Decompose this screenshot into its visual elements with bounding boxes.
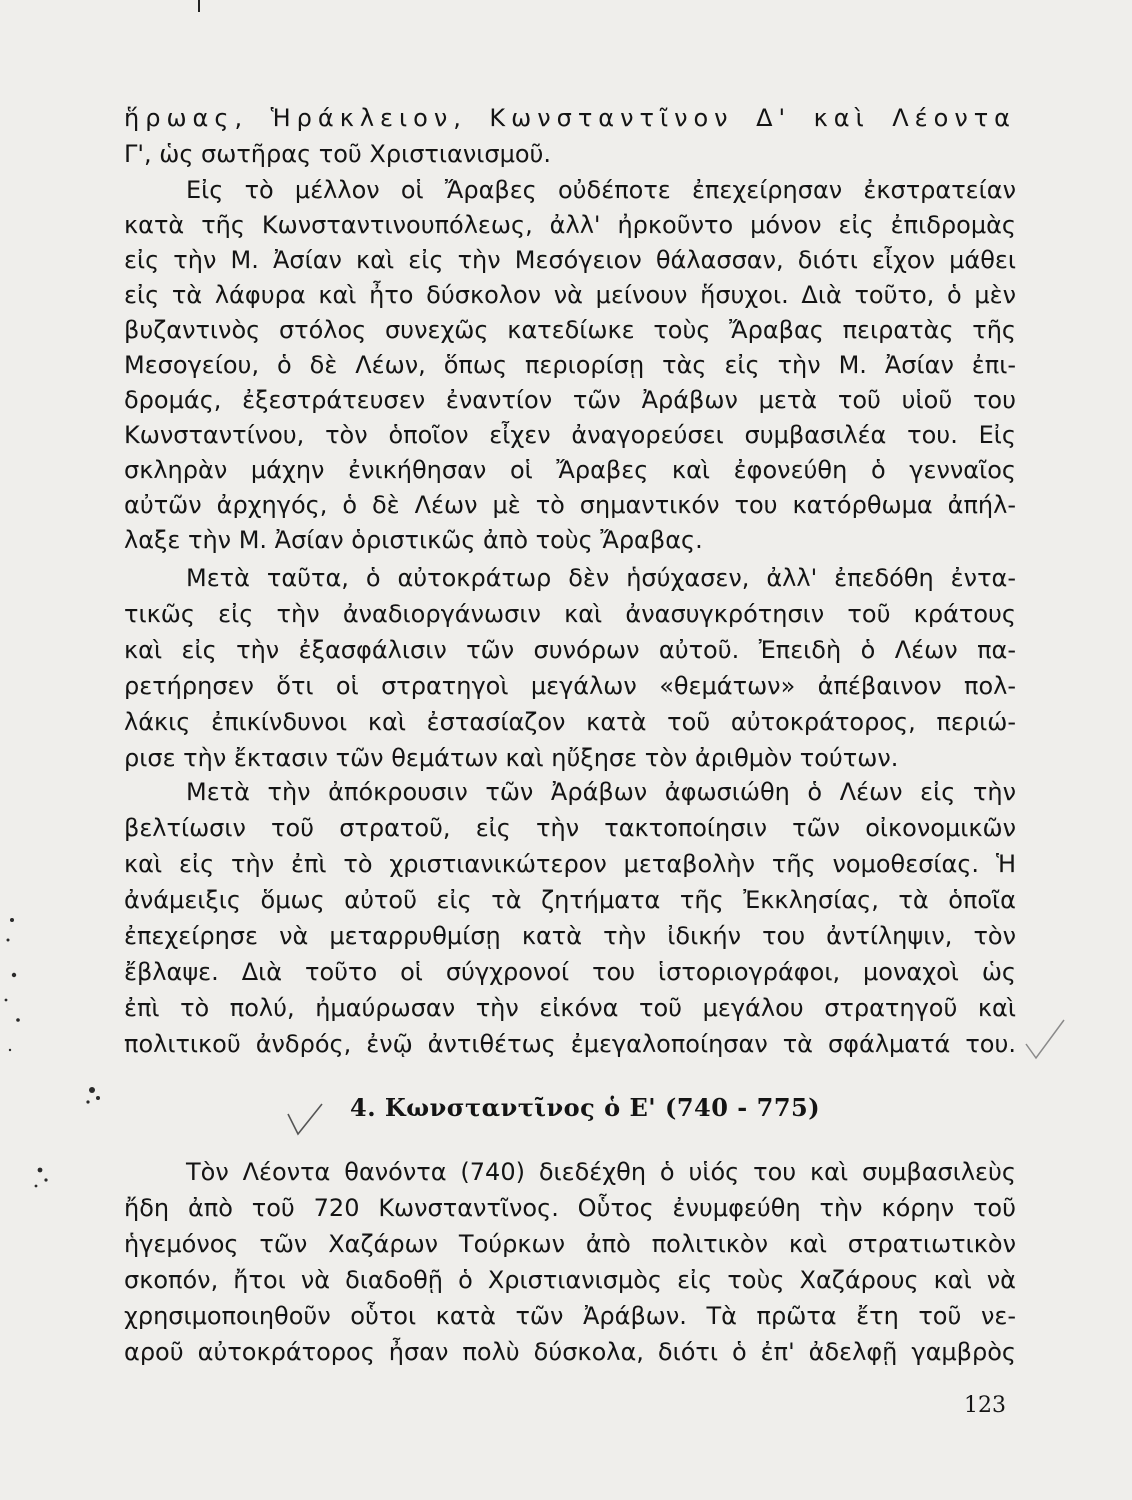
text-line: λάκις ἐπικίνδυνοι καὶ ἐστασίαζον κατὰ τοῦ αὐτοκράτορος, περιώ-: [124, 708, 1016, 736]
text-line: ρισε τὴν ἔκτασιν τῶν θεμάτων καὶ ηὔξησε τὸν ἀριθμὸν τούτων.: [124, 744, 899, 772]
text-line: αροῦ αὐτοκράτορος ἦσαν πολὺ δύσκολα, διότι ὁ ἐπ' ἀδελφῇ γαμβρὸς: [124, 1338, 1016, 1366]
text-line: Μεσογείου, ὁ δὲ Λέων, ὅπως περιορίσῃ τὰς εἰς τὴν Μ. Ἀσίαν ἐπι-: [124, 351, 1016, 379]
text-line: αὐτῶν ἀρχηγός, ὁ δὲ Λέων μὲ τὸ σημαντικόν του κατόρθωμα ἀπήλ-: [124, 491, 1016, 519]
text-line: βελτίωσιν τοῦ στρατοῦ, εἰς τὴν τακτοποίησιν τῶν οἰκονομικῶν: [124, 814, 1016, 842]
text-line: ἐπὶ τὸ πολύ, ἠμαύρωσαν τὴν εἰκόνα τοῦ μεγάλου στρατηγοῦ καὶ: [124, 994, 1016, 1022]
page-number: 123: [964, 1393, 1006, 1418]
text-line: βυζαντινὸς στόλος συνεχῶς κατεδίωκε τοὺς Ἄραβας πειρατὰς τῆς: [124, 316, 1016, 344]
text-line: Κωνσταντίνου, τὸν ὁποῖον εἶχεν ἀναγορεύσει συμβασιλέα του. Εἰς: [124, 421, 1016, 449]
text-line: ἔβλαψε. Διὰ τοῦτο οἱ σύγχρονοί του ἱστοριογράφοι, μοναχοὶ ὡς: [124, 958, 1016, 986]
text-line: χρησιμοποιηθοῦν οὗτοι κατὰ τῶν Ἀράβων. Τὰ πρῶτα ἔτη τοῦ νε-: [124, 1302, 1016, 1330]
text-line: καὶ εἰς τὴν ἐπὶ τὸ χριστιανικώτερον μεταβολὴν τῆς νομοθεσίας. Ἡ: [124, 850, 1016, 878]
handwritten-check-mark: [286, 1100, 326, 1140]
section-heading: 4. Κωνσταντῖνος ὁ Ε' (740 - 775): [350, 1093, 821, 1122]
text-line: εἰς τὴν Μ. Ἀσίαν καὶ εἰς τὴν Μεσόγειον θάλασσαν, διότι εἶχον μάθει: [124, 246, 1016, 274]
text-line: ἥρωας, Ἡράκλειον, Κωνσταντῖνον Δ' καὶ Λέοντα: [124, 104, 1016, 132]
text-line: καὶ εἰς τὴν ἐξασφάλισιν τῶν συνόρων αὐτοῦ. Ἐπειδὴ ὁ Λέων πα-: [124, 636, 1016, 664]
text-line: Τὸν Λέοντα θανόντα (740) διεδέχθη ὁ υἱός του καὶ συμβασιλεὺς: [186, 1158, 1016, 1186]
text-line: ἀνάμειξις ὅμως αὐτοῦ εἰς τὰ ζητήματα τῆς Ἐκκλησίας, τὰ ὁποῖα: [124, 886, 1016, 914]
text-line: εἰς τὰ λάφυρα καὶ ἦτο δύσκολον νὰ μείνουν ἥσυχοι. Διὰ τοῦτο, ὁ μὲν: [124, 281, 1016, 309]
text-line: ρετήρησεν ὅτι οἱ στρατηγοὶ μεγάλων «θεμάτων» ἀπέβαινον πολ-: [124, 672, 1016, 700]
text-line: σκληρὰν μάχην ἐνικήθησαν οἱ Ἄραβες καὶ ἐφονεύθη ὁ γενναῖος: [124, 456, 1016, 484]
scan-speckles: [0, 880, 110, 1220]
text-line: Εἰς τὸ μέλλον οἱ Ἄραβες οὐδέποτε ἐπεχείρησαν ἐκστρατείαν: [186, 176, 1016, 204]
text-line: ἤδη ἀπὸ τοῦ 720 Κωνσταντῖνος. Οὗτος ἐνυμφεύθη τὴν κόρην τοῦ: [124, 1194, 1016, 1222]
text-line: κατὰ τῆς Κωνσταντινουπόλεως, ἀλλ' ἠρκοῦντο μόνον εἰς ἐπιδρομὰς: [124, 211, 1016, 239]
text-line: Γ', ὡς σωτῆρας τοῦ Χριστιανισμοῦ.: [124, 140, 552, 168]
handwritten-check-mark: [1020, 1016, 1076, 1064]
text-line: ἡγεμόνος τῶν Χαζάρων Τούρκων ἀπὸ πολιτικὸν καὶ στρατιωτικὸν: [124, 1230, 1016, 1258]
text-line: ἐπεχείρησε νὰ μεταρρυθμίσῃ κατὰ τὴν ἰδικήν του ἀντίληψιν, τὸν: [124, 922, 1016, 950]
text-line: Μετὰ ταῦτα, ὁ αὐτοκράτωρ δὲν ἡσύχασεν, ἀλλ' ἐπεδόθη ἐντα-: [186, 564, 1016, 592]
scan-tick-mark: [196, 0, 202, 14]
text-line: δρομάς, ἐξεστράτευσεν ἐναντίον τῶν Ἀράβων μετὰ τοῦ υἱοῦ του: [124, 386, 1016, 414]
text-line: σκοπόν, ἤτοι νὰ διαδοθῇ ὁ Χριστιανισμὸς εἰς τοὺς Χαζάρους καὶ νὰ: [124, 1266, 1016, 1294]
text-line: Μετὰ τὴν ἀπόκρουσιν τῶν Ἀράβων ἀφωσιώθη ὁ Λέων εἰς τὴν: [186, 778, 1016, 806]
text-line: πολιτικοῦ ἀνδρός, ἐνῷ ἀντιθέτως ἐμεγαλοποίησαν τὰ σφάλματά του.: [124, 1030, 1016, 1058]
text-line: τικῶς εἰς τὴν ἀναδιοργάνωσιν καὶ ἀνασυγκρότησιν τοῦ κράτους: [124, 600, 1016, 628]
text-line: λαξε τὴν Μ. Ἀσίαν ὁριστικῶς ἀπὸ τοὺς Ἄραβας.: [124, 526, 703, 554]
